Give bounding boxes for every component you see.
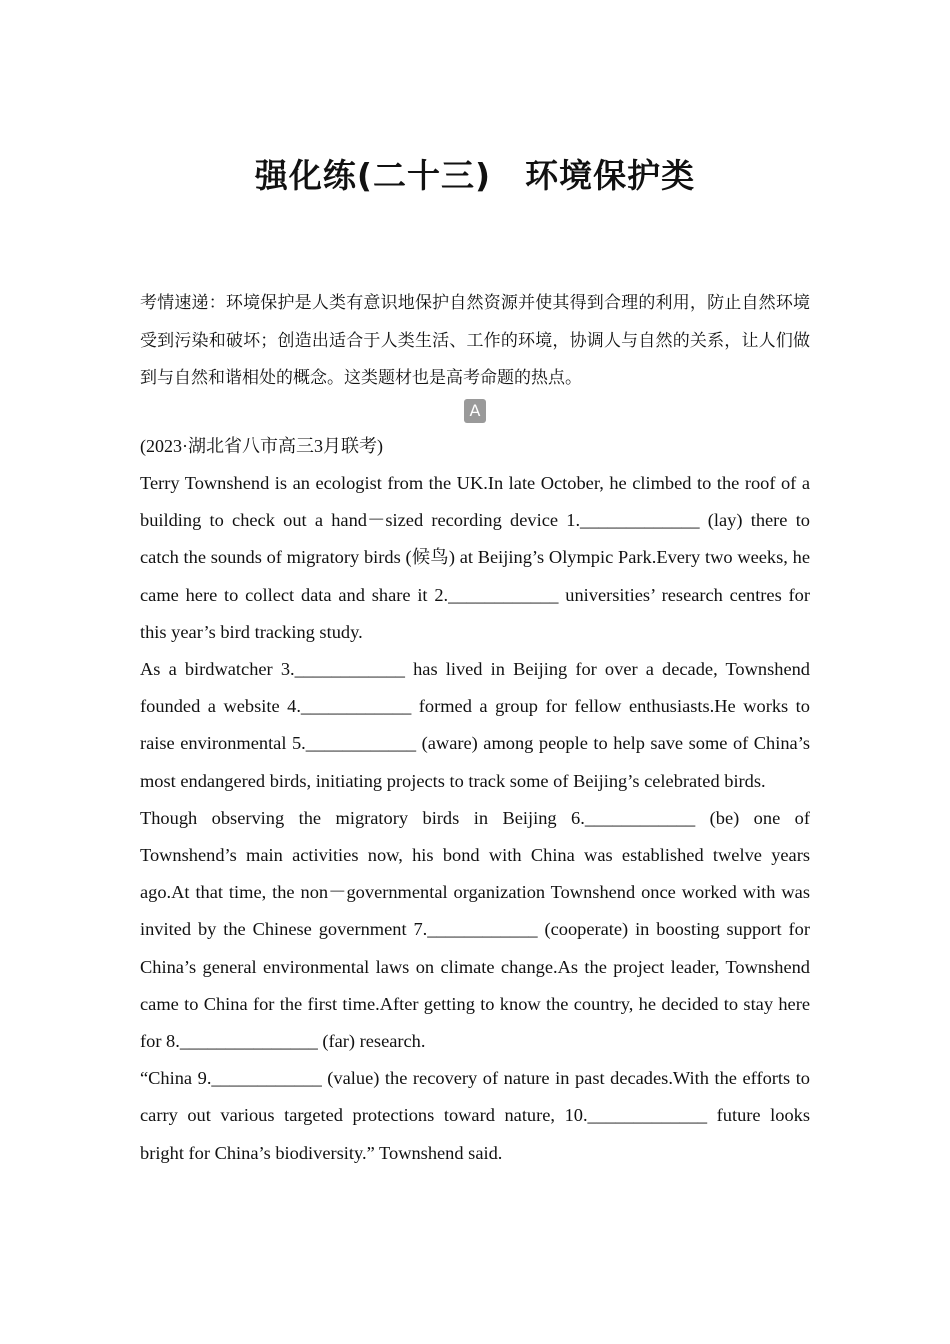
passage-paragraph-3: Though observing the migratory birds in Beijing 6.____________ (be) one of Townshend’s main activities now, his bond with China was established twelve years ago.At that time, the non－governmental organization Townshend once worked with was invited by the Chinese government 7.____________ (cooperate) in boosting support for China’s general environmental laws on climate change.As the project leader, Townshend came to China for the first time.After getting to know the country, he decided to stay here for 8._______________ (far) research. (140, 807, 810, 1052)
passage-paragraph-2: As a birdwatcher 3.____________ has lived in Beijing for over a decade, Townshend founded a website 4.____________ formed a group for fellow enthusiasts.He works to raise environmental 5.____________ (aware) among people to help save some of China’s most endangered birds, initiating projects to track some of Beijing’s celebrated birds. (140, 659, 810, 791)
intro-paragraph (140, 285, 810, 398)
section-badge: A (464, 399, 486, 423)
passage-paragraph-4: “China 9.____________ (value) the recovery of nature in past decades.With the efforts to carry out various targeted protections toward nature, 10._____________ future looks bright for China’s biodiversity.” Townshend said. (140, 1068, 810, 1163)
passage-paragraph-1: Terry Townshend is an ecologist from the UK.In late October, he climbed to the roof of a building to check out a hand－sized recording device 1._____________ (lay) there to catch the sounds of migratory birds (候鸟) at Beijing’s Olympic Park.Every two weeks, he came here to collect data and share it 2.____________ universities’ research centres for this year’s bird tracking study. (140, 473, 810, 642)
intro-text: ：环境保护是人类有意识地保护自然资源并使其得到合理的利用，防止自然环境受到污染和破坏；创造出适合于人类生活、工作的环境，协调人与自然的关系，让人们做到与自然和谐相处的概念。这类题材也是高考命题的热点。 (140, 293, 811, 388)
passage-body (140, 465, 810, 1172)
section-badge-row (0, 399, 950, 423)
source-line: (2023·湖北省八市高三3月联考) (140, 436, 383, 456)
page-title: 强化练(二十三) 环境保护类 (254, 156, 696, 195)
intro-label: 考情速递 (140, 293, 209, 313)
